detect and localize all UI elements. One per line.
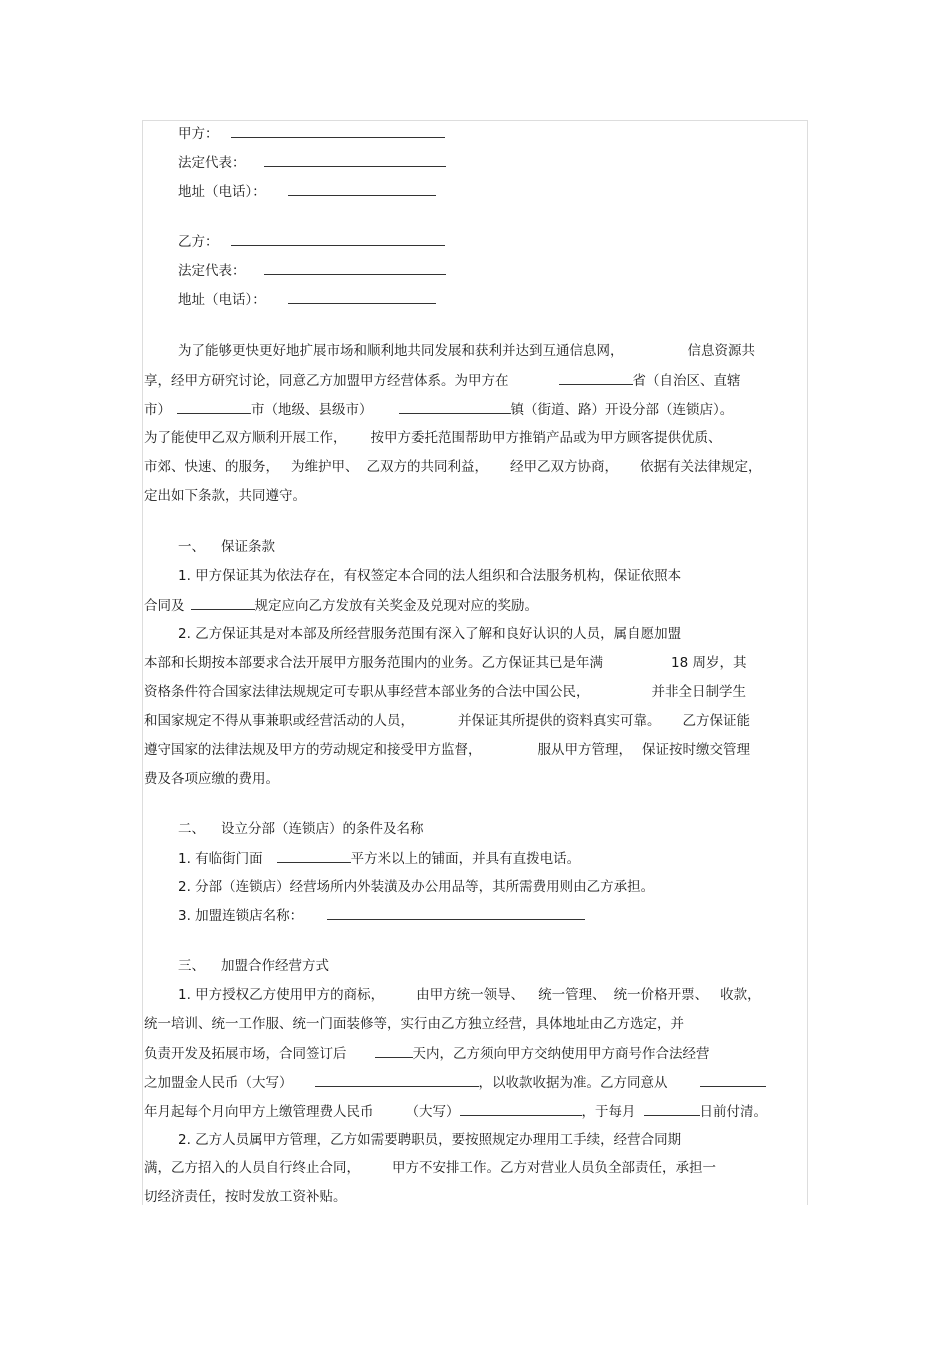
clause-text: 乙方保证能 — [682, 713, 750, 729]
clause-text: 保证按时缴交管理 — [642, 742, 750, 758]
clause-text: 甲方不安排工作。乙方对营业人员负全部责任，承担一 — [392, 1160, 716, 1176]
regulation-blank — [191, 596, 255, 610]
party-b-line — [178, 232, 445, 251]
intro-line-6 — [144, 487, 306, 505]
sec2-line — [178, 906, 585, 925]
section-number: 二、 — [178, 821, 205, 837]
clause-text: 18 周岁，其 — [671, 655, 747, 671]
intro-line-3 — [144, 400, 733, 419]
clause-text: 平方米以上的铺面，并具有直拨电话。 — [350, 851, 581, 867]
start-date-blank — [700, 1073, 766, 1087]
party-a-addr-label: 地址（电话）： — [178, 184, 266, 200]
clause-text: 由甲方统一领导、 — [416, 987, 525, 1003]
sec1-line — [178, 567, 681, 585]
clause-text: ，于每月 — [581, 1104, 636, 1120]
days-blank — [375, 1044, 413, 1058]
party-b-label: 乙方： — [178, 234, 219, 250]
party-a-rep-line — [178, 153, 446, 172]
sec3-line — [144, 1102, 767, 1121]
intro-text: 经甲乙双方协商， — [510, 459, 618, 475]
clause-text: 2. 乙方人员属甲方管理，乙方如需要聘职员，要按照规定办理用工手续，经营合同期 — [178, 1132, 682, 1148]
party-a-blank — [231, 124, 445, 138]
clause-text: 1. 有临街门面 — [178, 851, 263, 867]
clause-text: 规定应向乙方发放有关奖金及兑现对应的奖励。 — [254, 598, 538, 614]
intro-line-4 — [144, 429, 722, 447]
clause-text: 1. 甲方授权乙方使用甲方的商标， — [178, 987, 385, 1003]
sec1-line — [144, 654, 746, 672]
clause-text: 服从甲方管理， — [537, 742, 632, 758]
intro-line-1 — [178, 342, 755, 360]
sec2-line — [178, 878, 654, 896]
section-number: 三、 — [178, 958, 205, 974]
intro-text: 市郊、快速、的服务， — [144, 459, 279, 475]
party-a-label: 甲方： — [178, 126, 219, 142]
party-b-rep-label: 法定代表： — [178, 263, 246, 279]
clause-text: 遵守国家的法律法规及甲方的劳动规定和接受甲方监督， — [144, 742, 482, 758]
clause-text: 天内，乙方须向甲方交纳使用甲方商号作合法经营 — [412, 1046, 710, 1062]
franchise-fee-blank — [315, 1073, 479, 1087]
intro-text: 乙双方的共同利益， — [366, 459, 488, 475]
party-a-addr-line — [178, 182, 436, 201]
party-a-rep-label: 法定代表： — [178, 155, 246, 171]
intro-text: 享，经甲方研究讨论，同意乙方加盟甲方经营体系。为甲方在 — [144, 373, 509, 389]
store-name-blank — [327, 906, 585, 920]
sec2-line — [178, 849, 580, 868]
intro-text: 依据有关法律规定， — [640, 459, 762, 475]
section-title: 加盟合作经营方式 — [221, 958, 329, 974]
intro-text: 省（自治区、直辖 — [632, 373, 741, 389]
sec1-line — [178, 625, 681, 643]
party-a-line — [178, 124, 445, 143]
clause-text: 负责开发及拓展市场，合同签订后 — [144, 1046, 347, 1062]
party-b-addr-blank — [288, 290, 436, 304]
section-number: 一、 — [178, 539, 205, 555]
sec3-line — [144, 1159, 716, 1177]
clause-text: 本部和长期按本部要求合法开展甲方服务范围内的业务。乙方保证其已是年满 — [144, 655, 603, 671]
intro-text: 为了能够更快更好地扩展市场和顺利地共同发展和获利并达到互通信息网， — [178, 343, 624, 359]
area-blank — [277, 849, 351, 863]
sec1-line — [144, 741, 750, 759]
sec3-line — [144, 1015, 684, 1033]
clause-text: 切经济责任，按时发放工资补贴。 — [144, 1189, 347, 1205]
clause-text: 和国家规定不得从事兼职或经营活动的人员， — [144, 713, 414, 729]
section-title: 保证条款 — [221, 539, 275, 555]
intro-text: 为了能使甲乙双方顺利开展工作， — [144, 430, 347, 446]
sec1-line — [144, 683, 746, 701]
section-2-heading — [178, 820, 424, 838]
clause-text: 满，乙方招入的人员自行终止合同， — [144, 1160, 360, 1176]
sec3-line — [144, 1073, 766, 1092]
clause-text: 合同及 — [144, 598, 185, 614]
clause-text: 统一管理、 — [538, 987, 606, 1003]
party-a-addr-blank — [288, 182, 436, 196]
intro-text: 市） — [144, 402, 171, 418]
party-b-blank — [231, 232, 445, 246]
intro-text: 市（地级、县级市） — [251, 402, 373, 418]
intro-text: 定出如下条款，共同遵守。 — [144, 488, 306, 504]
clause-text: 费及各项应缴的费用。 — [144, 771, 279, 787]
clause-text: 2. 乙方保证其是对本部及所经营服务范围有深入了解和良好认识的人员，属自愿加盟 — [178, 626, 682, 642]
city-blank — [177, 400, 251, 414]
party-b-addr-line — [178, 290, 436, 309]
clause-text: 3. 加盟连锁店名称： — [178, 908, 304, 924]
sec1-line — [144, 770, 279, 788]
province-blank — [559, 371, 633, 385]
section-1-heading — [178, 538, 275, 556]
intro-line-5 — [144, 458, 762, 476]
clause-text: （大写） — [405, 1104, 460, 1120]
town-blank — [399, 400, 511, 414]
sec1-line — [144, 596, 538, 615]
intro-line-2 — [144, 371, 741, 390]
party-b-rep-blank — [264, 261, 446, 275]
clause-text: 并非全日制学生 — [651, 684, 746, 700]
section-3-heading — [178, 957, 329, 975]
clause-text: 统一价格开票、 — [613, 987, 709, 1003]
sec3-line — [178, 986, 761, 1004]
clause-text: 日前付清。 — [699, 1104, 767, 1120]
clause-text: 2. 分部（连锁店）经营场所内外装潢及办公用品等，其所需费用则由乙方承担。 — [178, 879, 655, 895]
intro-text: 按甲方委托范围帮助甲方推销产品或为甲方顾客提供优质、 — [370, 430, 722, 446]
management-fee-blank — [460, 1102, 582, 1116]
sec3-line — [144, 1188, 347, 1206]
intro-text: 镇（街道、路）开设分部（连锁店）。 — [510, 402, 734, 418]
intro-text: 信息资源共 — [687, 343, 755, 359]
intro-text: 为维护甲、 — [291, 459, 359, 475]
sec3-line — [144, 1044, 710, 1063]
clause-text: 之加盟金人民币（大写） — [144, 1075, 293, 1091]
clause-text: ，以收款收据为准。乙方同意从 — [478, 1075, 668, 1091]
clause-text: 1. 甲方保证其为依法存在，有权签定本合同的法人组织和合法服务机构，保证依照本 — [178, 568, 682, 584]
party-b-rep-line — [178, 261, 446, 280]
clause-text: 资格条件符合国家法律法规规定可专职从事经营本部业务的合法中国公民， — [144, 684, 590, 700]
sec1-line — [144, 712, 750, 730]
clause-text: 统一培训、统一工作服、统一门面装修等，实行由乙方独立经营，具体地址由乙方选定，并 — [144, 1016, 684, 1032]
sec3-line — [178, 1131, 681, 1149]
clause-text: 年月起每个月向甲方上缴管理费人民币 — [144, 1104, 374, 1120]
section-title: 设立分部（连锁店）的条件及名称 — [221, 821, 424, 837]
pay-day-blank — [644, 1102, 700, 1116]
party-a-rep-blank — [264, 153, 446, 167]
party-b-addr-label: 地址（电话）： — [178, 292, 266, 308]
clause-text: 收款， — [720, 987, 761, 1003]
clause-text: 并保证其所提供的资料真实可靠。 — [458, 713, 661, 729]
